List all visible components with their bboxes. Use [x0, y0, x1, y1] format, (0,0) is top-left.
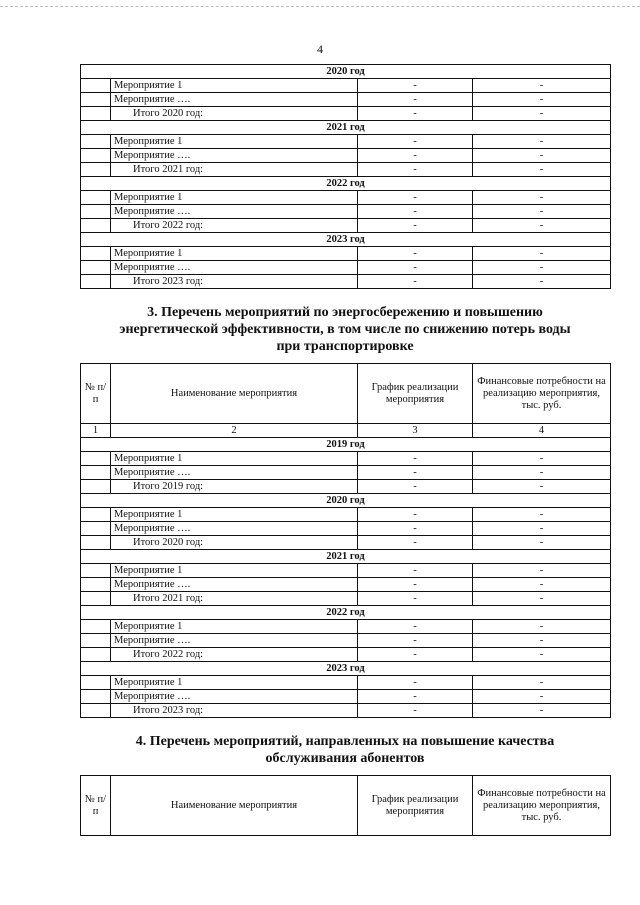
- table-row: [81, 536, 611, 550]
- finance-cell: -: [473, 578, 611, 592]
- year-header: 2020 год: [81, 494, 611, 508]
- finance-cell: -: [473, 620, 611, 634]
- finance-cell: -: [473, 205, 611, 219]
- finance-cell: -: [473, 135, 611, 149]
- column-number: 4: [473, 424, 611, 438]
- table-row: [81, 704, 611, 718]
- activity-name: Мероприятие ….: [111, 522, 358, 536]
- schedule-cell: -: [358, 508, 473, 522]
- table-row: [81, 191, 611, 205]
- schedule-cell: -: [358, 592, 473, 606]
- schedule-cell: -: [358, 219, 473, 233]
- schedule-cell: -: [358, 247, 473, 261]
- year-header: 2020 год: [81, 65, 611, 79]
- column-number: 3: [358, 424, 473, 438]
- table-row: [81, 522, 611, 536]
- table-row: [81, 634, 611, 648]
- activity-name: Мероприятие ….: [111, 466, 358, 480]
- finance-cell: -: [473, 261, 611, 275]
- total-label: Итого 2023 год:: [111, 704, 358, 718]
- finance-cell: -: [473, 704, 611, 718]
- table-row: [81, 480, 611, 494]
- activity-name: Мероприятие ….: [111, 205, 358, 219]
- finance-cell: -: [473, 508, 611, 522]
- activity-name: Мероприятие 1: [111, 79, 358, 93]
- finance-cell: -: [473, 564, 611, 578]
- col-header-finance: Финансовые потребности на реализацию мероприятия, тыс. руб.: [473, 776, 611, 836]
- schedule-cell: -: [358, 163, 473, 177]
- total-label: Итого 2022 год:: [111, 219, 358, 233]
- finance-cell: -: [473, 247, 611, 261]
- activity-name: Мероприятие 1: [111, 620, 358, 634]
- table-row: [81, 219, 611, 233]
- schedule-cell: -: [358, 704, 473, 718]
- table-row: [81, 135, 611, 149]
- schedule-cell: -: [358, 452, 473, 466]
- total-label: Итого 2020 год:: [111, 107, 358, 121]
- schedule-cell: -: [358, 634, 473, 648]
- table-row: [81, 247, 611, 261]
- year-header: 2021 год: [81, 550, 611, 564]
- schedule-cell: -: [358, 564, 473, 578]
- schedule-cell: -: [358, 191, 473, 205]
- col-header-finance: Финансовые потребности на реализацию мероприятия, тыс. руб.: [473, 364, 611, 424]
- activity-name: Мероприятие ….: [111, 93, 358, 107]
- table-row: [81, 149, 611, 163]
- activity-name: Мероприятие 1: [111, 452, 358, 466]
- finance-cell: -: [473, 107, 611, 121]
- finance-cell: -: [473, 219, 611, 233]
- table-row: [81, 275, 611, 289]
- finance-cell: -: [473, 676, 611, 690]
- schedule-cell: -: [358, 522, 473, 536]
- section-3-title-line: 3. Перечень мероприятий по энергосбережению и повышению: [147, 305, 543, 320]
- column-number: 2: [111, 424, 358, 438]
- schedule-cell: -: [358, 275, 473, 289]
- finance-cell: -: [473, 93, 611, 107]
- total-label: Итого 2023 год:: [111, 275, 358, 289]
- col-header-name: Наименование мероприятия: [111, 364, 358, 424]
- schedule-cell: -: [358, 466, 473, 480]
- year-header: 2019 год: [81, 438, 611, 452]
- activity-name: Мероприятие ….: [111, 578, 358, 592]
- table-row: [81, 452, 611, 466]
- activity-name: Мероприятие 1: [111, 191, 358, 205]
- year-group-2019: [81, 438, 611, 494]
- total-label: Итого 2019 год:: [111, 480, 358, 494]
- finance-cell: -: [473, 536, 611, 550]
- table-row: [81, 508, 611, 522]
- section-3-title: [80, 304, 610, 355]
- section-4-title: [80, 733, 610, 767]
- year-header: 2021 год: [81, 121, 611, 135]
- col-header-name: Наименование мероприятия: [111, 776, 358, 836]
- finance-cell: -: [473, 634, 611, 648]
- finance-cell: -: [473, 191, 611, 205]
- table-row: [81, 163, 611, 177]
- table-row: [81, 205, 611, 219]
- schedule-cell: -: [358, 205, 473, 219]
- energy-saving-table: [80, 363, 611, 718]
- col-header-schedule: График реализации мероприятия: [358, 364, 473, 424]
- finance-cell: -: [473, 79, 611, 93]
- schedule-cell: -: [358, 79, 473, 93]
- finance-cell: -: [473, 452, 611, 466]
- year-header: 2022 год: [81, 606, 611, 620]
- table-row: [81, 592, 611, 606]
- total-label: Итого 2021 год:: [111, 592, 358, 606]
- table-row: [81, 107, 611, 121]
- schedule-cell: -: [358, 690, 473, 704]
- activity-name: Мероприятие ….: [111, 690, 358, 704]
- section-3-title-line: при транспортировке: [276, 339, 414, 354]
- table-row: [81, 564, 611, 578]
- table-row: [81, 690, 611, 704]
- section-4-title-line: 4. Перечень мероприятий, направленных на повышение качества: [135, 734, 555, 749]
- schedule-cell: -: [358, 135, 473, 149]
- activity-name: Мероприятие ….: [111, 634, 358, 648]
- customer-service-table: [80, 775, 611, 836]
- col-header-num: № п/п: [81, 364, 111, 424]
- finance-cell: -: [473, 648, 611, 662]
- schedule-cell: -: [358, 261, 473, 275]
- finance-cell: -: [473, 522, 611, 536]
- year-group-2023: [81, 233, 611, 289]
- activity-name: Мероприятие 1: [111, 135, 358, 149]
- finance-cell: -: [473, 592, 611, 606]
- schedule-cell: -: [358, 620, 473, 634]
- year-group-2023: [81, 662, 611, 718]
- schedule-cell: -: [358, 149, 473, 163]
- finance-cell: -: [473, 466, 611, 480]
- year-group-2020: [81, 494, 611, 550]
- schedule-cell: -: [358, 578, 473, 592]
- schedule-cell: -: [358, 536, 473, 550]
- table-row: [81, 466, 611, 480]
- scan-top-border: [0, 6, 640, 7]
- year-group-2020: [81, 65, 611, 121]
- schedule-cell: -: [358, 107, 473, 121]
- activity-name: Мероприятие 1: [111, 508, 358, 522]
- year-header: 2022 год: [81, 177, 611, 191]
- finance-cell: -: [473, 275, 611, 289]
- col-header-schedule: График реализации мероприятия: [358, 776, 473, 836]
- activity-name: Мероприятие 1: [111, 564, 358, 578]
- column-number: 1: [81, 424, 111, 438]
- finance-cell: -: [473, 149, 611, 163]
- finance-cell: -: [473, 690, 611, 704]
- year-header: 2023 год: [81, 662, 611, 676]
- schedule-cell: -: [358, 93, 473, 107]
- section-4-title-line: обслуживания абонентов: [265, 751, 425, 766]
- finance-cell: -: [473, 163, 611, 177]
- schedule-cell: -: [358, 676, 473, 690]
- table-row: [81, 648, 611, 662]
- table-row: [81, 79, 611, 93]
- year-group-2022: [81, 177, 611, 233]
- activity-name: Мероприятие 1: [111, 676, 358, 690]
- activity-name: Мероприятие ….: [111, 149, 358, 163]
- total-label: Итого 2020 год:: [111, 536, 358, 550]
- year-group-2022: [81, 606, 611, 662]
- activity-name: Мероприятие 1: [111, 247, 358, 261]
- table-row: [81, 620, 611, 634]
- year-group-2021: [81, 550, 611, 606]
- schedule-cell: -: [358, 648, 473, 662]
- column-numbers-row: [81, 424, 611, 438]
- schedule-cell: -: [358, 480, 473, 494]
- table-row: [81, 578, 611, 592]
- col-header-num: № п/п: [81, 776, 111, 836]
- section-3-title-line: энергетической эффективности, в том числе по снижению потерь воды: [119, 322, 571, 337]
- table-row: [81, 261, 611, 275]
- finance-cell: -: [473, 480, 611, 494]
- year-group-2021: [81, 121, 611, 177]
- table-row: [81, 93, 611, 107]
- total-label: Итого 2022 год:: [111, 648, 358, 662]
- page-number: 4: [317, 42, 323, 56]
- table-row: [81, 676, 611, 690]
- activity-name: Мероприятие ….: [111, 261, 358, 275]
- activities-table-continued: [80, 64, 611, 289]
- total-label: Итого 2021 год:: [111, 163, 358, 177]
- year-header: 2023 год: [81, 233, 611, 247]
